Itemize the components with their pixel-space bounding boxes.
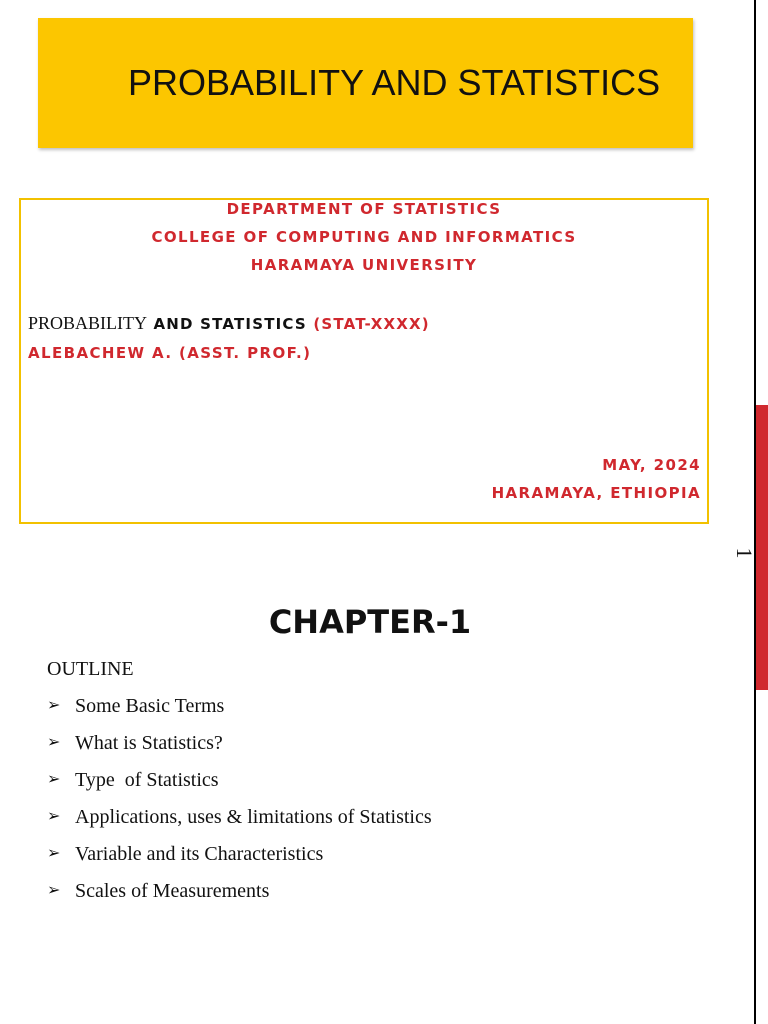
presentation-location: HARAMAYA, ETHIOPIA [491,484,701,502]
arrow-bullet-icon: ➢ [47,882,61,899]
arrow-bullet-icon: ➢ [47,845,61,862]
arrow-bullet-icon: ➢ [47,697,61,714]
outline-item-text: Scales of Measurements [75,880,270,902]
outline-item-text: Applications, uses & limitations of Statistics [75,806,432,828]
presentation-date: MAY, 2024 [602,456,701,474]
chapter-title: CHAPTER-1 [268,603,472,641]
outline-item [47,694,432,731]
course-title-part1: PROBABILITY [28,313,148,333]
arrow-bullet-icon: ➢ [47,808,61,825]
outline-item-text: Variable and its Characteristics [75,843,324,865]
page-number: 1 [732,547,757,559]
outline-item [47,731,432,768]
course-code: (STAT-XXXX) [313,315,430,333]
course-title [28,313,430,334]
outline-item-text: What is Statistics? [75,732,223,754]
outline-list [47,694,432,916]
outline-item [47,879,432,916]
outline-item-text: Type of Statistics [75,769,219,791]
outline-item-text: Some Basic Terms [75,695,225,717]
side-accent-bar [756,405,768,690]
course-info-box [19,198,709,524]
department-name: DEPARTMENT OF STATISTICS [226,200,502,218]
outline-label: OUTLINE [47,658,134,680]
author-name: ALEBACHEW A. (ASST. PROF.) [28,344,312,362]
arrow-bullet-icon: ➢ [47,771,61,788]
slide-title: PROBABILITY AND STATISTICS [128,62,661,103]
title-banner [38,18,693,148]
university-name: HARAMAYA UNIVERSITY [250,256,478,274]
course-title-part2: AND STATISTICS [147,315,314,333]
outline-item [47,768,432,805]
outline-item [47,805,432,842]
outline-item [47,842,432,879]
arrow-bullet-icon: ➢ [47,734,61,751]
college-name: COLLEGE OF COMPUTING AND INFORMATICS [151,228,577,246]
